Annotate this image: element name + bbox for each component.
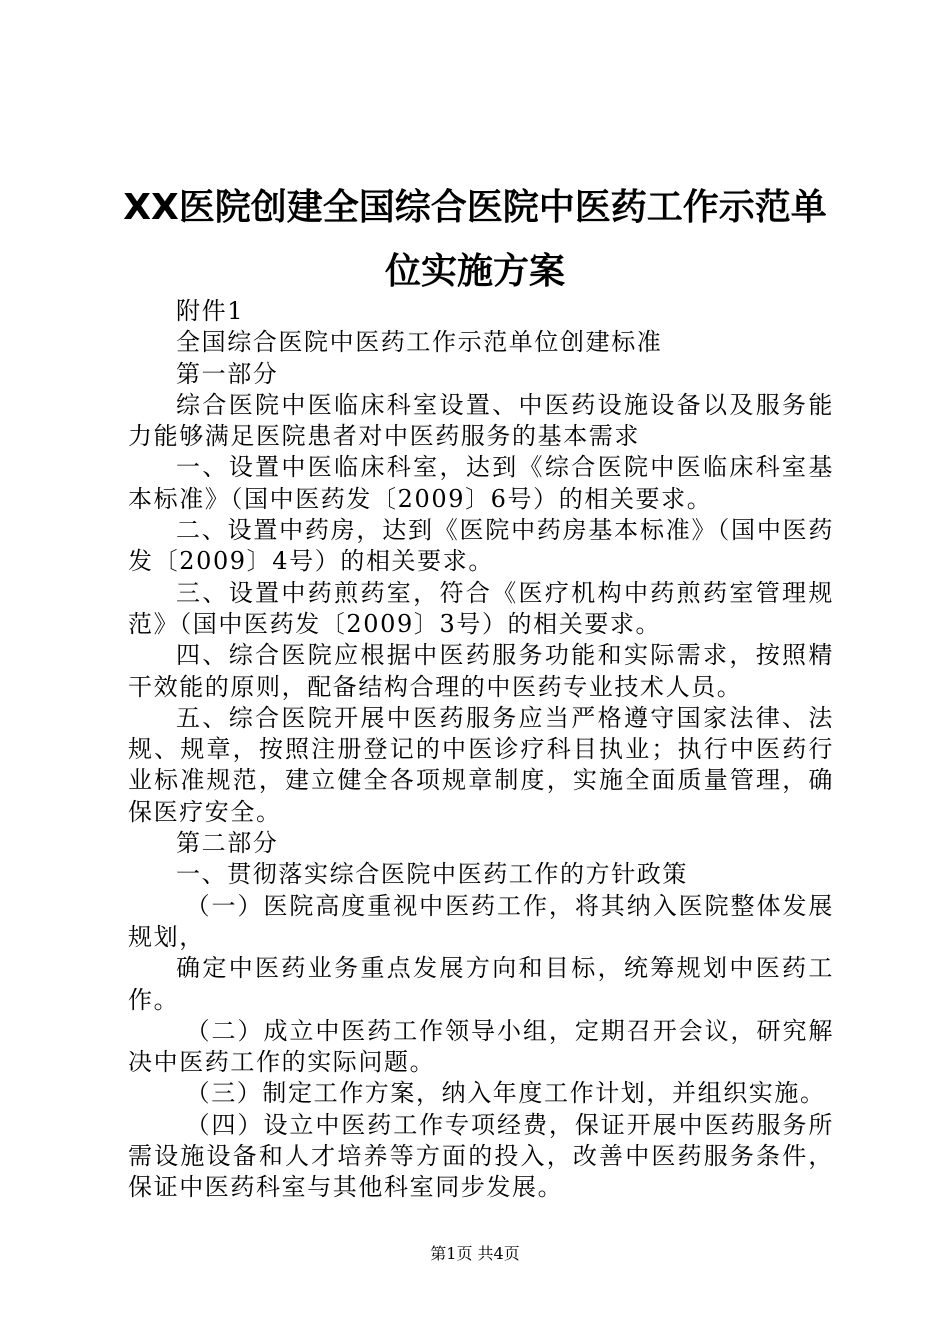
paragraph: 五、综合医院开展中医药服务应当严格遵守国家法律、法规、规章，按照注册登记的中医诊疗科目执业；执行中医药行业标准规范，建立健全各项规章制度，实施全面质量管理，确保医疗安全。 [128,703,834,826]
paragraph: 四、综合医院应根据中医药服务功能和实际需求，按照精干效能的原则，配备结构合理的中医药专业技术人员。 [128,641,834,701]
page-number-footer: 第1页 共4页 [430,1244,520,1263]
paragraph: 综合医院中医临床科室设置、中医药设施设备以及服务能力能够满足医院患者对中医药服务的基本需求 [128,390,834,451]
paragraph-part-two: 第二部分 [176,829,279,858]
paragraph: （四）设立中医药工作专项经费，保证开展中医药服务所需设施设备和人才培养等方面的投入，改善中医药服务条件，保证中医药科室与其他科室同步发展。 [128,1110,834,1202]
paragraph-attachment: 附件1 [176,297,245,325]
paragraph: 三、设置中药煎药室，符合《医疗机构中药煎药室管理规范》（国中医药发〔2009〕3号）的相关要求。 [128,578,834,638]
paragraph-standard-title: 全国综合医院中医药工作示范单位创建标准 [176,328,663,357]
paragraph: 二、设置中药房，达到《医院中药房基本标准》（国中医药发〔2009〕4号）的相关要求。 [128,516,834,576]
paragraph: （三）制定工作方案，纳入年度工作计划，并组织实施。 [185,1079,826,1108]
paragraph: （一）医院高度重视中医药工作，将其纳入医院整体发展规划， [128,891,834,951]
paragraph: 确定中医药业务重点发展方向和目标，统筹规划中医药工作。 [128,954,834,1014]
paragraph: 一、贯彻落实综合医院中医药工作的方针政策 [176,860,688,889]
paragraph: （二）成立中医药工作领导小组，定期召开会议，研究解决中医药工作的实际问题。 [128,1016,834,1077]
document-title: XX医院创建全国综合医院中医药工作示范单位实施方案 [123,187,827,292]
document-body [128,296,834,1204]
paragraph-part-one: 第一部分 [176,359,279,388]
paragraph: 一、设置中医临床科室，达到《综合医院中医临床科室基本标准》（国中医药发〔2009〕6号）的相关要求。 [128,453,834,513]
